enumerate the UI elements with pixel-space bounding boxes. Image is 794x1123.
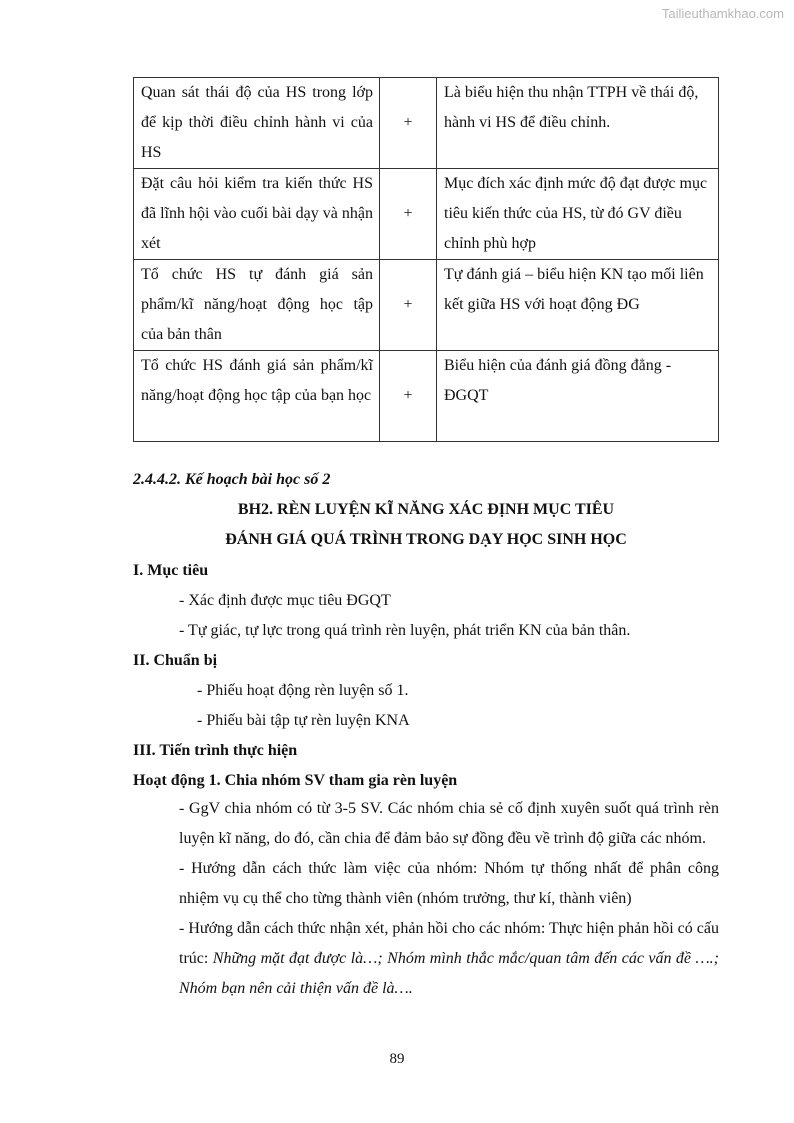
paragraph-grouping [133,794,719,854]
table-cell-explanation: Tự đánh giá – biểu hiện KN tạo mối liên kết giữa HS với hoạt động ĐG [437,260,719,351]
paragraph-text: - Hướng dẫn cách thức làm việc của nhóm: Nhóm tự thống nhất để phân công nhiệm vụ cụ thể cho từng thành viên (nhóm trưởng, thư kí, thành viên) [179,860,719,907]
table-cell-mark: + [380,351,437,442]
feedback-structure: Những mặt đạt được là…; Nhóm mình thắc mắc/quan tâm đến các vấn đề ….; Nhóm bạn nên cải thiện vấn đề là…. [179,950,719,997]
table-cell-mark: + [380,78,437,169]
evaluation-table [133,77,719,442]
lesson-title-line1: BH2. RÈN LUYỆN KĨ NĂNG XÁC ĐỊNH MỤC TIÊU [237,501,615,518]
part3-heading: III. Tiến trình thực hiện [133,742,298,759]
table-row [134,169,719,260]
activity1-heading: Hoạt động 1. Chia nhóm SV tham gia rèn luyện [133,772,458,789]
table-cell-activity: Quan sát thái độ của HS trong lớp để kịp thời điều chỉnh hành vi của HS [134,78,380,169]
paragraph-workflow [133,854,719,914]
part1-heading: I. Mục tiêu [133,562,209,579]
part2-item: - Phiếu hoạt động rèn luyện số 1. [197,682,409,699]
feedback-intro: - Hướng dẫn cách thức nhận xét, phản hồi cho các nhóm: Thực hiện phản hồi có cấu trúc: [179,920,719,967]
table-cell-activity: Tổ chức HS tự đánh giá sản phẩm/kĩ năng/hoạt động học tập của bản thân [134,260,380,351]
paragraph-text [133,914,719,1004]
table-row [134,260,719,351]
part2-heading: II. Chuẩn bị [133,652,218,669]
table-row [134,351,719,442]
table-cell-explanation: Mục đích xác định mức độ đạt được mục tiêu kiến thức của HS, từ đó GV điều chỉnh phù hợp [437,169,719,260]
table-cell-explanation: Biểu hiện của đánh giá đồng đẳng - ĐGQT [437,351,719,442]
part2-item: - Phiếu bài tập tự rèn luyện KNA [197,712,410,729]
paragraph-feedback [133,914,719,1004]
table-cell-activity: Tổ chức HS đánh giá sản phẩm/kĩ năng/hoạt động học tập của bạn học [134,351,380,442]
table-cell-activity: Đặt câu hỏi kiểm tra kiến thức HS đã lĩnh hội vào cuối bài dạy và nhận xét [134,169,380,260]
section-heading: 2.4.4.2. Kế hoạch bài học số 2 [133,471,331,488]
table-cell-mark: + [380,169,437,260]
page-number: 89 [389,1051,405,1067]
part1-item: - Tự giác, tự lực trong quá trình rèn luyện, phát triển KN của bản thân. [179,622,631,639]
paragraph-text: - GgV chia nhóm có từ 3-5 SV. Các nhóm chia sẻ cố định xuyên suốt quá trình rèn luyện kĩ năng, do đó, cần chia để đảm bảo sự đồng đều về trình độ giữa các nhóm. [179,800,719,847]
table-cell-explanation: Là biểu hiện thu nhận TTPH về thái độ, hành vi HS để điều chỉnh. [437,78,719,169]
lesson-title-line2: ĐÁNH GIÁ QUÁ TRÌNH TRONG DẠY HỌC SINH HỌC [225,531,627,548]
table-row [134,78,719,169]
watermark: Tailieuthamkhao.com [661,6,784,21]
table-cell-mark: + [380,260,437,351]
part1-item: - Xác định được mục tiêu ĐGQT [179,592,391,609]
